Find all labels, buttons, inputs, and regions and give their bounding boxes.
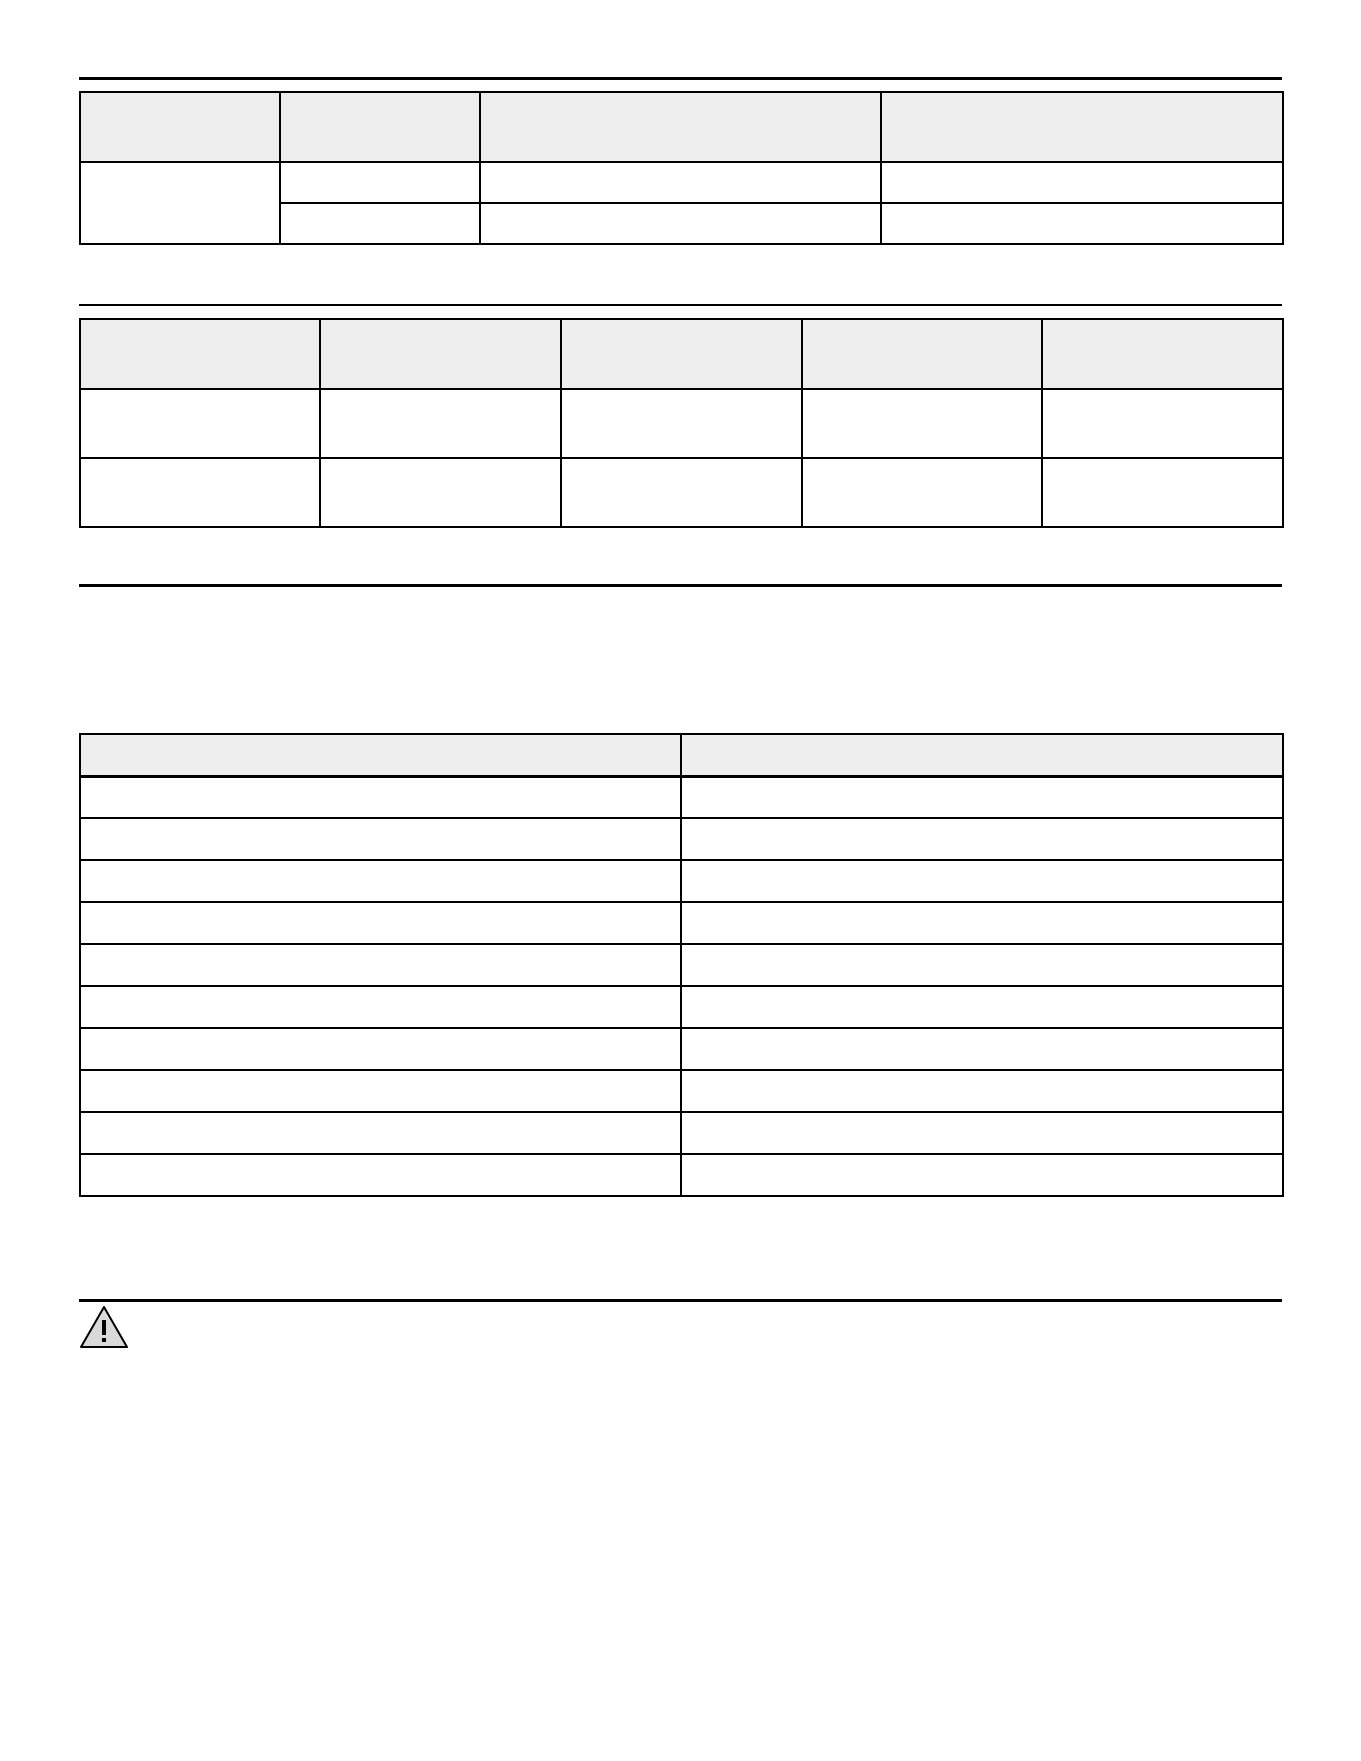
- table-cell: [561, 458, 802, 527]
- table-cell: [80, 776, 681, 818]
- table-cell: [681, 818, 1283, 860]
- table-cell: [80, 1112, 681, 1154]
- section-3-divider: [79, 584, 1282, 587]
- column-header: [802, 319, 1042, 389]
- section-3-table: [79, 733, 1284, 1197]
- table-cell: [681, 1028, 1283, 1070]
- table-cell: [681, 860, 1283, 902]
- table-cell: [802, 389, 1042, 458]
- table-cell: [802, 458, 1042, 527]
- table-cell: [320, 458, 561, 527]
- table-cell: [561, 389, 802, 458]
- table-cell: [681, 944, 1283, 986]
- table-cell: [681, 1070, 1283, 1112]
- table-cell: [280, 162, 480, 203]
- table-row: [80, 860, 1283, 902]
- section-1-divider: [79, 77, 1282, 80]
- table-cell: [681, 902, 1283, 944]
- column-header: [480, 92, 881, 162]
- table-row: [80, 818, 1283, 860]
- table-row: [80, 458, 1283, 527]
- section-2-divider: [79, 304, 1282, 306]
- warning-triangle-icon: [79, 1305, 129, 1349]
- table-cell: [280, 203, 480, 244]
- column-header: [561, 319, 802, 389]
- table-row: [80, 1028, 1283, 1070]
- section-1-table: [79, 91, 1284, 245]
- table-cell: [681, 1112, 1283, 1154]
- exclamation-dot: [102, 1338, 106, 1342]
- table-cell: [80, 1070, 681, 1112]
- table-cell: [80, 818, 681, 860]
- table-cell: [1042, 458, 1283, 527]
- table-row: [80, 776, 1283, 818]
- column-header: [80, 92, 280, 162]
- table-row: [80, 986, 1283, 1028]
- table-cell: [80, 1154, 681, 1196]
- column-header: [280, 92, 480, 162]
- table-header-row: [80, 92, 1283, 162]
- table-cell: [80, 1028, 681, 1070]
- table-cell: [881, 203, 1283, 244]
- table-cell: [681, 1154, 1283, 1196]
- exclamation-bar: [102, 1320, 106, 1335]
- column-header: [681, 734, 1283, 776]
- table-cell: [320, 389, 561, 458]
- table-cell: [80, 944, 681, 986]
- table-row: [80, 1112, 1283, 1154]
- column-header: [881, 92, 1283, 162]
- table-cell: [681, 986, 1283, 1028]
- row-group-label: [80, 162, 280, 244]
- table-row: [80, 902, 1283, 944]
- table-cell: [80, 389, 320, 458]
- column-header: [1042, 319, 1283, 389]
- table-row: [80, 162, 1283, 203]
- column-header: [80, 734, 681, 776]
- table-row: [80, 1070, 1283, 1112]
- section-4-divider: [79, 1299, 1282, 1302]
- table-cell: [80, 458, 320, 527]
- table-cell: [681, 776, 1283, 818]
- column-header: [320, 319, 561, 389]
- table-header-row: [80, 319, 1283, 389]
- table-cell: [80, 986, 681, 1028]
- table-row: [80, 1154, 1283, 1196]
- table-header-row: [80, 734, 1283, 776]
- table-cell: [80, 902, 681, 944]
- table-cell: [881, 162, 1283, 203]
- section-2-table: [79, 318, 1284, 528]
- table-cell: [80, 860, 681, 902]
- table-row: [80, 944, 1283, 986]
- table-row: [80, 389, 1283, 458]
- table-cell: [1042, 389, 1283, 458]
- table-cell: [480, 203, 881, 244]
- table-cell: [480, 162, 881, 203]
- column-header: [80, 319, 320, 389]
